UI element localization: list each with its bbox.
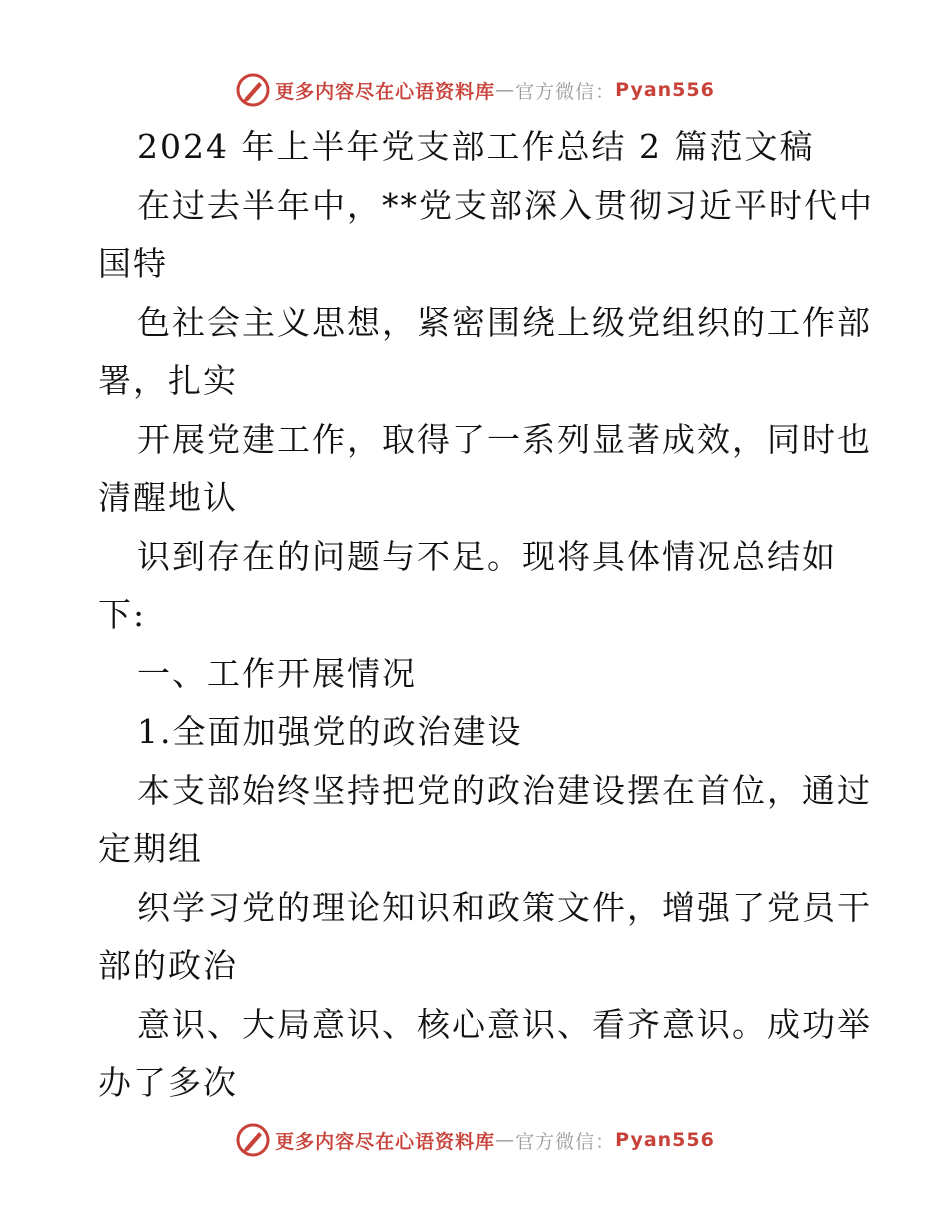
text-line: 织学习党的理论知识和政策文件，增强了党员干 [137, 887, 872, 927]
text-line: 办了多次 [98, 1063, 238, 1102]
watermark-wechat-id: Pyan556 [615, 79, 715, 101]
watermark-wechat-id: Pyan556 [615, 1129, 715, 1151]
watermark-suffix-text: 官方微信： [515, 1130, 616, 1153]
text-line: 意识、大局意识、核心意识、看齐意识。成功举 [137, 1004, 872, 1044]
document-body [98, 118, 874, 1113]
text-line: 定期组 [98, 829, 203, 868]
text-line: 在过去半年中，**党支部深入贯彻习近平时代中 [137, 185, 874, 225]
watermark-main-text: 更多内容尽在心语资料库 [275, 1130, 496, 1153]
pen-logo-icon [235, 72, 271, 108]
text-line: 署，扎实 [98, 361, 238, 400]
watermark-main-text: 更多内容尽在心语资料库 [275, 80, 496, 103]
document-title: 2024 年上半年党支部工作总结 2 篇范文稿 [137, 127, 815, 166]
watermark-suffix-text: 官方微信： [515, 80, 616, 103]
text-line: 下: [98, 595, 147, 634]
text-line: 识到存在的问题与不足。现将具体情况总结如 [137, 536, 837, 576]
text-line: 开展党建工作，取得了一系列显著成效，同时也 [137, 419, 872, 459]
footer-watermark [0, 1120, 950, 1160]
text-line: 色社会主义思想，紧密围绕上级党组织的工作部 [137, 302, 872, 342]
section-heading: 一、工作开展情况 [137, 653, 417, 693]
header-watermark [0, 70, 950, 110]
text-line: 国特 [98, 244, 168, 283]
watermark-dash: — [495, 1129, 516, 1151]
text-line: 本支部始终坚持把党的政治建设摆在首位，通过 [137, 770, 872, 810]
text-line: 清醒地认 [98, 478, 238, 517]
subsection-heading: 1.全面加强党的政治建设 [137, 712, 523, 751]
pen-logo-icon [235, 1122, 271, 1158]
watermark-dash: — [495, 79, 516, 101]
text-line: 部的政治 [98, 946, 238, 985]
